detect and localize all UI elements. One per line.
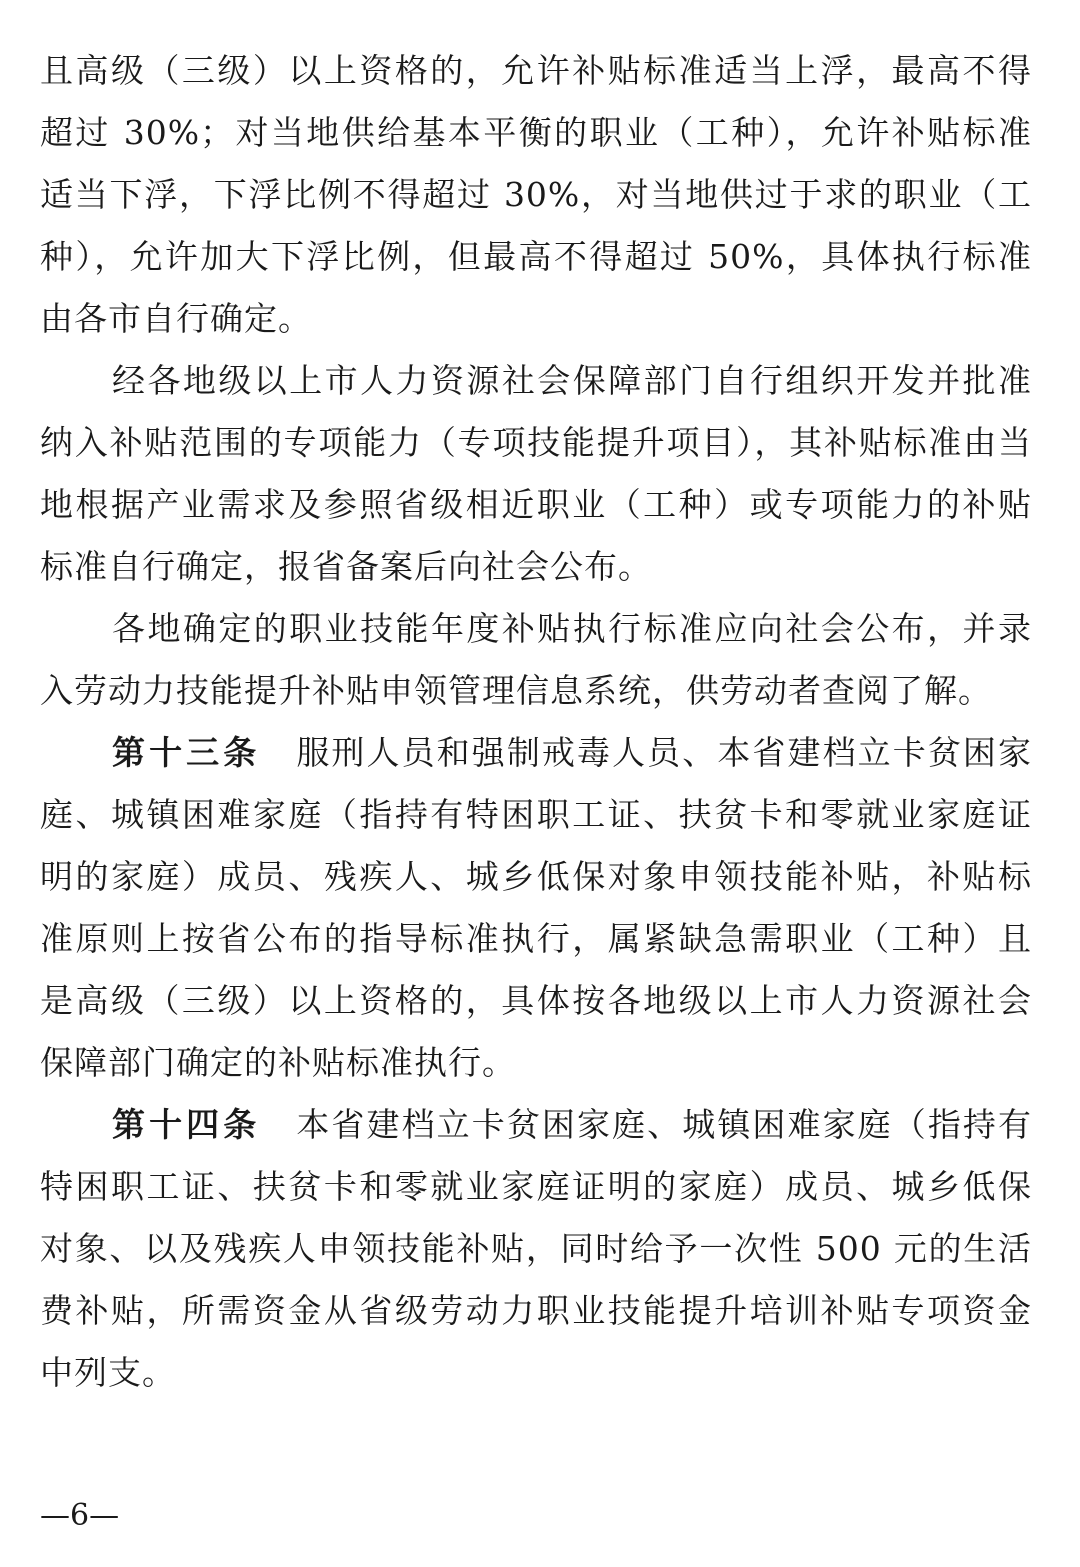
text-line: 中列支。 — [40, 1353, 176, 1392]
text-line: 经各地级以上市人力资源社会保障部门自行组织开发并批准 — [112, 361, 1032, 400]
article-text: 服刑人员和强制戒毒人员、本省建档立卡贫困家 — [296, 733, 1032, 772]
article-text: 本省建档立卡贫困家庭、城镇困难家庭（指持有 — [296, 1105, 1032, 1144]
text-line: 庭、城镇困难家庭（指持有特困职工证、扶贫卡和零就业家庭证 — [40, 795, 1032, 834]
text-line: 由各市自行确定。 — [40, 299, 312, 338]
text-line: 纳入补贴范围的专项能力（专项技能提升项目），其补贴标准由当 — [40, 423, 1032, 462]
text-line: 适当下浮，下浮比例不得超过 30%，对当地供过于求的职业（工 — [40, 175, 1032, 214]
text-line: 对象、以及残疾人申领技能补贴，同时给予一次性 500 元的生活 — [40, 1229, 1032, 1268]
paragraph-continued — [40, 40, 1032, 350]
article-first-line — [40, 1094, 1032, 1156]
paragraph-publication — [40, 598, 1032, 722]
article-label: 第十四条 — [112, 1105, 261, 1144]
article-first-line — [40, 722, 1032, 784]
text-line: 入劳动力技能提升补贴申领管理信息系统，供劳动者查阅了解。 — [40, 671, 992, 710]
document-body — [40, 40, 1032, 1404]
text-line: 费补贴，所需资金从省级劳动力职业技能提升培训补贴专项资金 — [40, 1291, 1032, 1330]
article-14 — [40, 1094, 1032, 1404]
text-line: 是高级（三级）以上资格的，具体按各地级以上市人力资源社会 — [40, 981, 1032, 1020]
text-line: 特困职工证、扶贫卡和零就业家庭证明的家庭）成员、城乡低保 — [40, 1167, 1032, 1206]
paragraph-special-skills — [40, 350, 1032, 598]
text-line: 地根据产业需求及参照省级相近职业（工种）或专项能力的补贴 — [40, 485, 1032, 524]
text-line: 准原则上按省公布的指导标准执行，属紧缺急需职业（工种）且 — [40, 919, 1032, 958]
text-line: 各地确定的职业技能年度补贴执行标准应向社会公布，并录 — [112, 609, 1032, 648]
text-line: 标准自行确定，报省备案后向社会公布。 — [40, 547, 652, 586]
text-line: 超过 30%；对当地供给基本平衡的职业（工种），允许补贴标准 — [40, 113, 1032, 152]
article-label: 第十三条 — [112, 733, 261, 772]
text-line: 且高级（三级）以上资格的，允许补贴标准适当上浮，最高不得 — [40, 51, 1032, 90]
text-line: 明的家庭）成员、残疾人、城乡低保对象申领技能补贴，补贴标 — [40, 857, 1032, 896]
article-13 — [40, 722, 1032, 1094]
page-number: —6— — [40, 1498, 120, 1533]
text-line: 保障部门确定的补贴标准执行。 — [40, 1043, 516, 1082]
text-line: 种），允许加大下浮比例，但最高不得超过 50%，具体执行标准 — [40, 237, 1032, 276]
